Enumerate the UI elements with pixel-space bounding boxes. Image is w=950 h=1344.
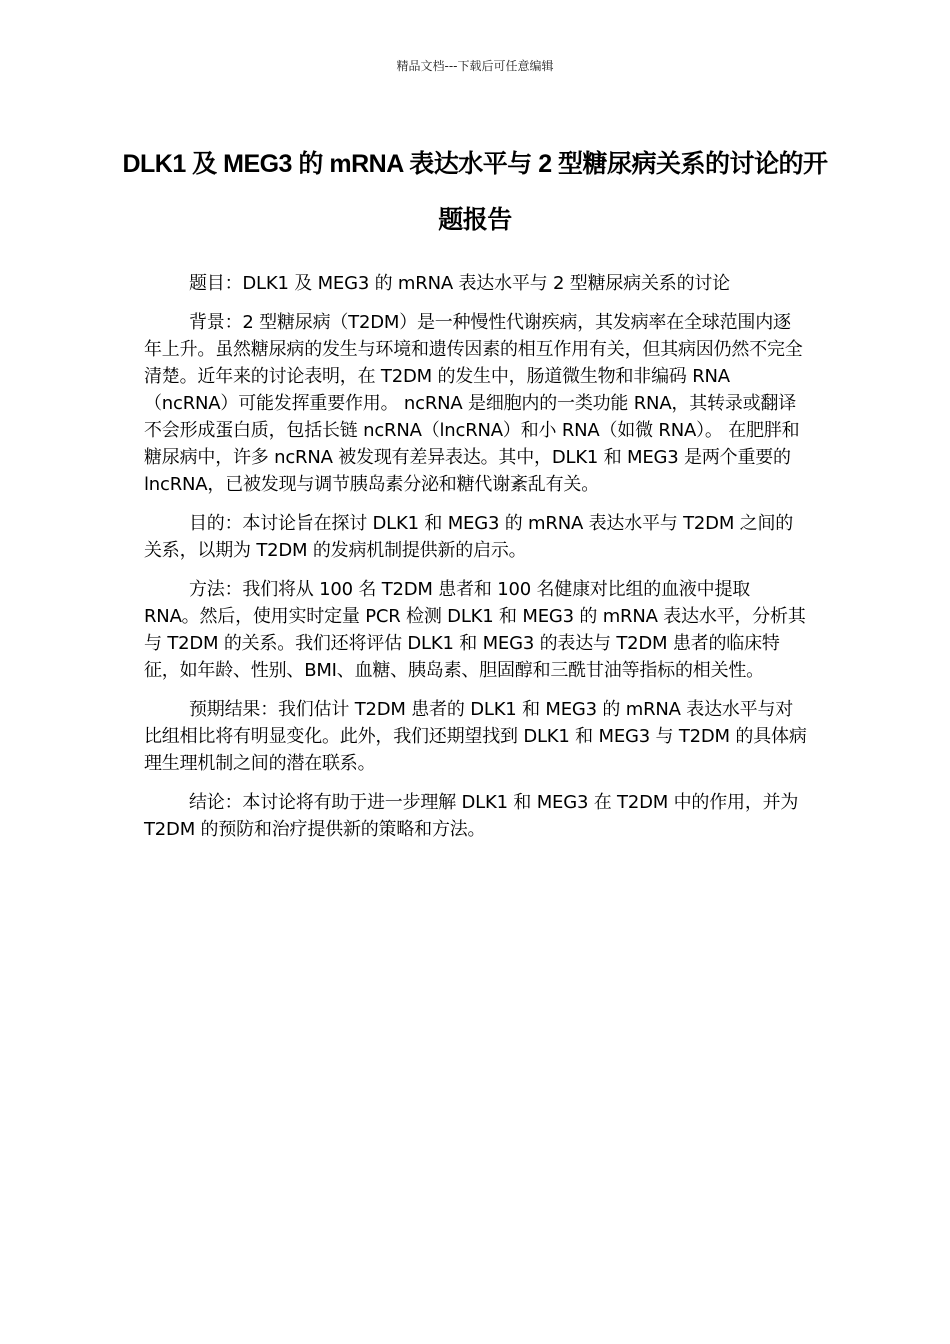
paragraph-methods: 方法：我们将从 100 名 T2DM 患者和 100 名健康对比组的血液中提取 RNA。然后，使用实时定量 PCR 检测 DLK1 和 MEG3 的 mRNA 表达水平，分析其与 T2DM 的关系。我们还将评估 DLK1 和 MEG3 的表达与 T2DM 患者的临床特征，如年龄、性别、BMI、血糖、胰岛素、胆固醇和三酰甘油等指标的相关性。 <box>144 579 806 681</box>
header-note: 精品文档---下载后可任意编辑 <box>396 59 554 73</box>
paragraph-topic: 题目：DLK1 及 MEG3 的 mRNA 表达水平与 2 型糖尿病关系的讨论 <box>189 273 730 294</box>
paragraph-expected-results: 预期结果：我们估计 T2DM 患者的 DLK1 和 MEG3 的 mRNA 表达水平与对比组相比将有明显变化。此外，我们还期望找到 DLK1 和 MEG3 与 T2DM 的具体病理生理机制之间的潜在联系。 <box>144 699 807 774</box>
paragraph-conclusion: 结论：本讨论将有助于进一步理解 DLK1 和 MEG3 在 T2DM 中的作用，并为 T2DM 的预防和治疗提供新的策略和方法。 <box>144 792 799 840</box>
document-title: DLK1 及 MEG3 的 mRNA 表达水平与 2 型糖尿病关系的讨论的开题报告 <box>122 150 828 234</box>
document-body <box>144 270 807 855</box>
paragraph-purpose: 目的：本讨论旨在探讨 DLK1 和 MEG3 的 mRNA 表达水平与 T2DM 之间的关系，以期为 T2DM 的发病机制提供新的启示。 <box>144 513 794 561</box>
paragraph-background: 背景：2 型糖尿病（T2DM）是一种慢性代谢疾病，其发病率在全球范围内逐年上升。虽然糖尿病的发生与环境和遗传因素的相互作用有关，但其病因仍然不完全清楚。近年来的讨论表明，在 T2DM 的发生中，肠道微生物和非编码 RNA（ncRNA）可能发挥重要作用。 ncRNA 是细胞内的一类功能 RNA，其转录或翻译不会形成蛋白质，包括长链 ncRNA（lncRNA）和小 RNA（如微 RNA）。 在肥胖和糖尿病中，许多 ncRNA 被发现有差异表达。其中，DLK1 和 MEG3 是两个重要的 lncRNA，已被发现与调节胰岛素分泌和糖代谢紊乱有关。 <box>144 312 803 495</box>
